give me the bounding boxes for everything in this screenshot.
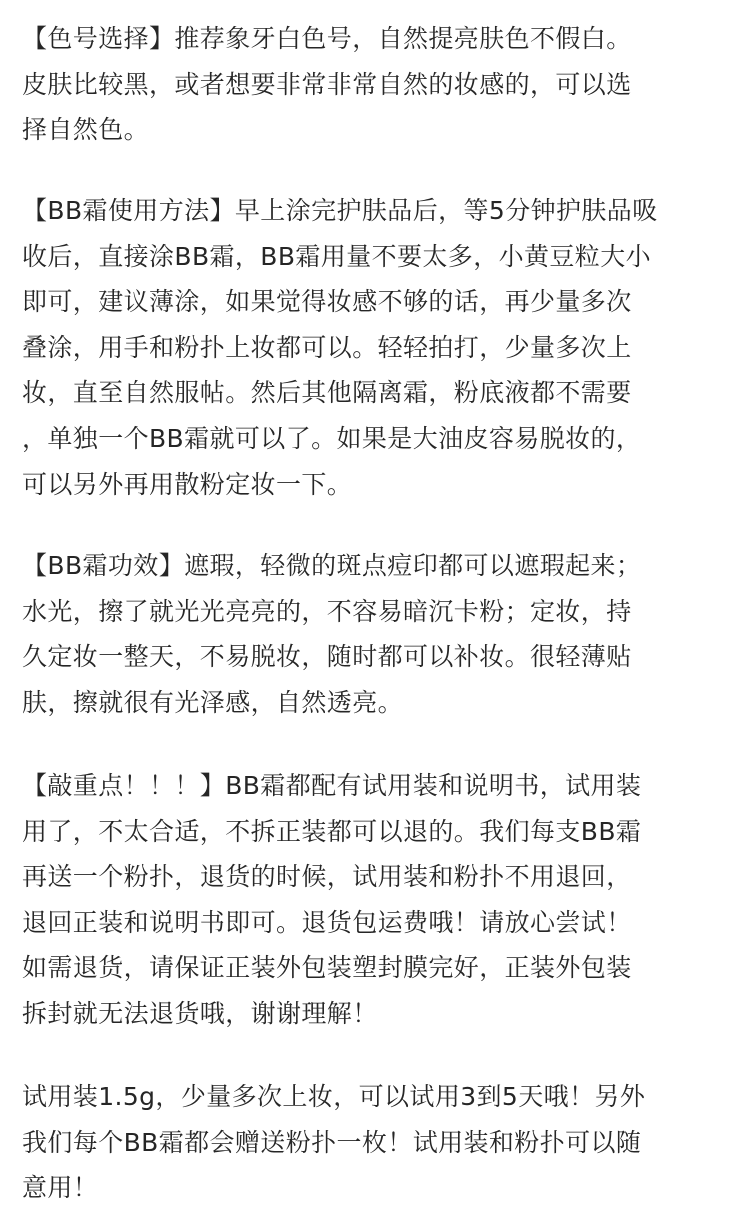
text-line: 试用装1.5g，少量多次上妆，可以试用3到5天哦！另外: [22, 1082, 646, 1111]
text-line: 【色号选择】推荐象牙白色号，自然提亮肤色不假白。: [22, 24, 632, 53]
trial-size-paragraph: [22, 1074, 712, 1211]
text-line: 水光，擦了就光光亮亮的，不容易暗沉卡粉；定妆，持: [22, 596, 632, 626]
text-line: 肤，擦就很有光泽感，自然透亮。: [22, 687, 404, 717]
shade-selection-paragraph: [22, 16, 712, 153]
key-points-paragraph: [22, 763, 712, 1037]
text-line: 叠涂，用手和粉扑上妆都可以。轻轻拍打，少量多次上: [22, 332, 632, 362]
text-line: 【BB霜使用方法】早上涂完护肤品后，等5分钟护肤品吸: [22, 196, 658, 225]
text-line: 久定妆一整天，不易脱妆，随时都可以补妆。很轻薄贴: [22, 642, 632, 672]
effects-paragraph: [22, 543, 712, 725]
text-line: 再送一个粉扑，退货的时候，试用装和粉扑不用退回，: [22, 862, 632, 892]
text-line: 意用！: [22, 1173, 99, 1203]
text-line: 【敲重点！！！】BB霜都配有试用装和说明书，试用装: [22, 771, 642, 800]
text-line: 退回正装和说明书即可。退货包运费哦！请放心尝试！: [22, 907, 632, 937]
text-line: ，单独一个BB霜就可以了。如果是大油皮容易脱妆的，: [22, 423, 642, 453]
text-line: 择自然色。: [22, 115, 150, 145]
usage-method-paragraph: [22, 188, 712, 507]
text-line: 皮肤比较黑，或者想要非常非常自然的妆感的，可以选: [22, 69, 632, 99]
text-line: 可以另外再用散粉定妆一下。: [22, 469, 353, 499]
text-line: 如需退货，请保证正装外包装塑封膜完好，正装外包装: [22, 953, 632, 983]
text-line: 收后，直接涂BB霜，BB霜用量不要太多，小黄豆粒大小: [22, 241, 652, 271]
text-line: 妆，直至自然服帖。然后其他隔离霜，粉底液都不需要: [22, 378, 632, 408]
text-line: 我们每个BB霜都会赠送粉扑一枚！试用装和粉扑可以随: [22, 1127, 642, 1157]
text-line: 即可，建议薄涂，如果觉得妆感不够的话，再少量多次: [22, 287, 632, 317]
text-line: 【BB霜功效】遮瑕，轻微的斑点痘印都可以遮瑕起来；: [22, 551, 642, 580]
text-line: 拆封就无法退货哦，谢谢理解！: [22, 998, 378, 1028]
text-line: 用了，不太合适，不拆正装都可以退的。我们每支BB霜: [22, 816, 642, 846]
